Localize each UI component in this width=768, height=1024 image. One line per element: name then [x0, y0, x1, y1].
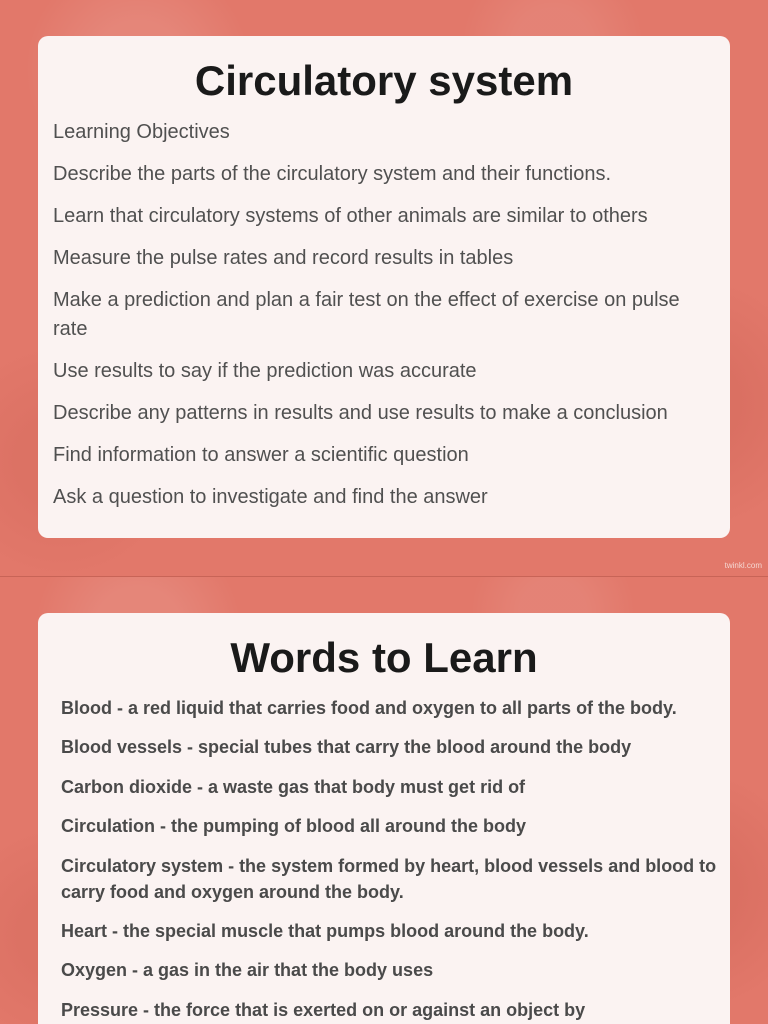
vocabulary-item: Blood - a red liquid that carries food and oxygen to all parts of the body.: [61, 698, 677, 718]
objective-item: Use results to say if the prediction was accurate: [53, 360, 477, 382]
vocabulary-item: Pressure - the force that is exerted on or against an object by: [61, 999, 586, 1020]
objective-item: Learning Objectives: [53, 121, 230, 143]
slide-card: [38, 36, 730, 538]
vocabulary-item: Circulatory system - the system formed by heart, blood vessels and blood to carry food and oxygen around the body.: [61, 855, 717, 902]
slide-card: [38, 613, 730, 1024]
objective-item: Ask a question to investigate and find the answer: [53, 486, 488, 508]
objective-item: Find information to answer a scientific question: [53, 444, 469, 466]
objective-item: Measure the pulse rates and record results in tables: [53, 247, 514, 269]
objective-item: Describe any patterns in results and use results to make a conclusion: [53, 402, 668, 424]
objective-item: Make a prediction and plan a fair test on the effect of exercise on pulse rate: [53, 289, 680, 340]
slide-title: Words to Learn: [230, 634, 538, 681]
objective-item: Describe the parts of the circulatory system and their functions.: [53, 163, 612, 185]
slide-title: Circulatory system: [194, 57, 574, 104]
slide-words-to-learn: [0, 576, 768, 1024]
objective-item: Learn that circulatory systems of other animals are similar to others: [53, 205, 648, 227]
watermark: twinkl.com: [724, 561, 762, 570]
objectives-list: [38, 118, 730, 512]
vocabulary-item: Heart - the special muscle that pumps blood around the body.: [61, 920, 589, 941]
vocabulary-item: Circulation - the pumping of blood all around the body: [61, 816, 526, 837]
vocabulary-item: Blood vessels - special tubes that carry the blood around the body: [61, 737, 632, 758]
vocabulary-item: Carbon dioxide - a waste gas that body must get rid of: [61, 776, 526, 797]
vocabulary-item: Oxygen - a gas in the air that the body uses: [61, 960, 434, 981]
vocabulary-list: [38, 695, 730, 1023]
